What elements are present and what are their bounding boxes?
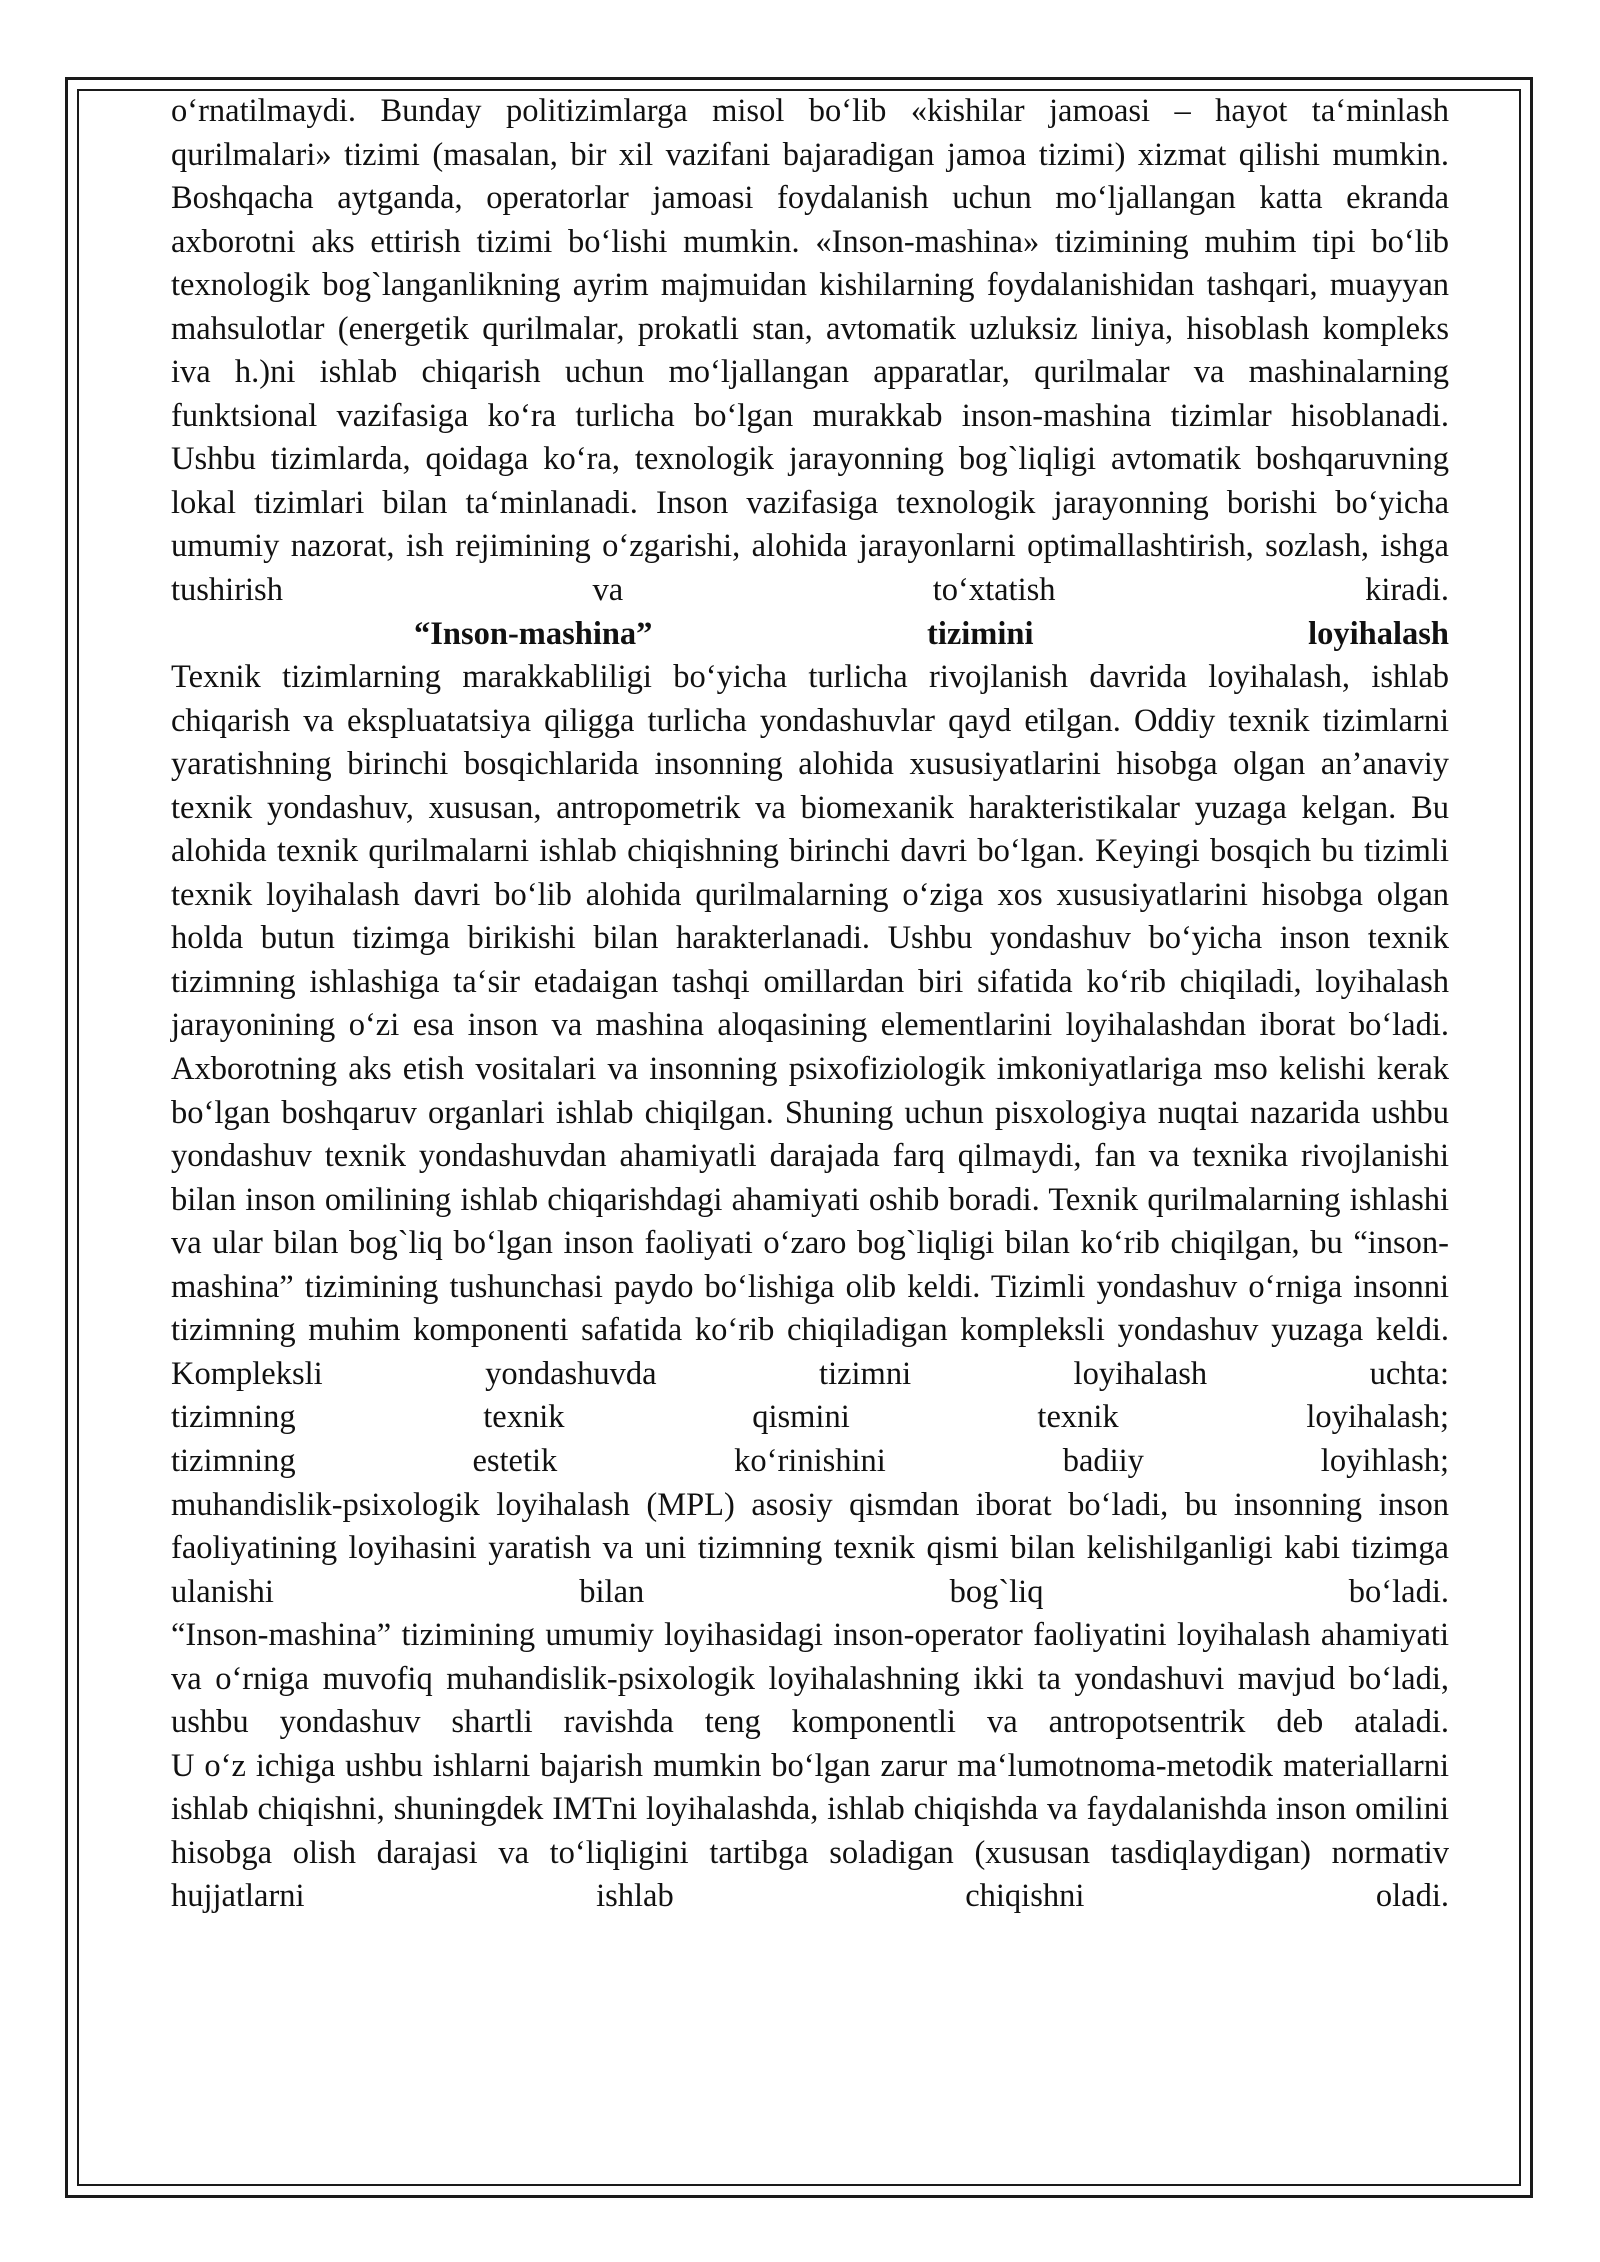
section-heading: “Inson-mashina” tizimini loyihalash (414, 615, 1449, 652)
paragraph-approaches: Texnik tizimlarning marakkabliligi bo‘yicha turlicha rivojlanish davrida loyihalash, ishlab chiqarish va ekspluatatsiya qiligga turlicha yondashuvlar qayd etilgan. Oddiy texnik tizimlarni yaratishning birinchi bosqichlarida insonning alohida xususiyatlarini hisobga olgan an’anaviy texnik yondashuv, xususan, antropometrik va biomexanik harakteristikalar yuzaga kelgan. Bu alohida texnik qurilmalarni ishlab chiqishning birinchi davri bo‘lgan. Keyingi bosqich bu tizimli texnik loyihalash davri bo‘lib alohida qurilmalarning o‘ziga xos xususiyatlarini hisobga olgan holda butun tizimga birikishi bilan harakterlanadi. Ushbu yondashuv bo‘yicha inson texnik tizimning ishlashiga ta‘sir etadaigan tashqi omillardan biri sifatida ko‘rib chiqiladi, loyihalash jarayonining o‘zi esa inson va mashina aloqasining elementlarini loyihalashdan iborat bo‘ladi. Axborotning aks etish vositalari va insonning psixofiziologik imkoniyatlariga mso kelishi kerak bo‘lgan boshqaruv organlari ishlab chiqilgan. Shuning uchun pisxologiya nuqtai nazarida ushbu yondashuv texnik yondashuvdan ahamiyatli darajada farq qilmaydi, fan va texnika rivojlanishi bilan inson omilining ishlab chiqarishdagi ahamiyati oshib boradi. Texnik qurilmalarning ishlashi va ular bilan bog`liq bo‘lgan inson faoliyati o‘zaro bog`liqligi bilan ko‘rib chiqilgan, bu “inson-mashina” tizimining tushunchasi paydo bo‘lishiga olib keldi. Tizimli yondashuv o‘rniga insonni tizimning muhim komponenti safatida ko‘rib chiqiladigan kompleksli yondashuv yuzaga keldi. Kompleksli yondashuvda tizimni loyihalash uchta: (171, 659, 1449, 1392)
paragraph-technical-design: tizimning texnik qismini texnik loyihalash; (171, 1399, 1449, 1436)
paragraph-operator-design: “Inson-mashina” tizimining umumiy loyihasidagi inson-operator faoliyatini loyihalash ahamiyati va o‘rniga muvofiq muhandislik-psixologik loyihalashning ikki ta yondashuvi mavjud bo‘ladi, ushbu yondashuv shartli ravishda teng komponentli va antropotsentrik deb ataladi. (171, 1617, 1449, 1741)
paragraph-normative-docs: U o‘z ichiga ushbu ishlarni bajarish mumkin bo‘lgan zarur ma‘lumotnoma-metodik materiallarni ishlab chiqishni, shuningdek IMTni loyihalashda, ishlab chiqishda va faydalanishda inson omilini hisobga olish darajasi va to‘liqligini tartibga soladigan (xususan tasdiqlaydigan) normativ hujjatlarni ishlab chiqishni oladi. (171, 1747, 1449, 1915)
paragraph-intro: o‘rnatilmaydi. Bunday politizimlarga misol bo‘lib «kishilar jamoasi – hayot ta‘minlash qurilmalari» tizimi (masalan, bir xil vazifani bajaradigan jamoa tizimi) xizmat qilishi mumkin. Boshqacha aytganda, operatorlar jamoasi foydalanish uchun mo‘ljallangan katta ekranda axborotni aks ettirish tizimi bo‘lishi mumkin. «Inson-mashina» tizimining muhim tipi bo‘lib texnologik bog`langanlikning ayrim majmuidan kishilarning foydalanishidan tashqari, muayyan mahsulotlar (energetik qurilmalar, prokatli stan, avtomatik uzluksiz liniya, hisoblash kompleks iva h.)ni ishlab chiqarish uchun mo‘ljallangan apparatlar, qurilmalar va mashinalarning funktsional vazifasiga ko‘ra turlicha bo‘lgan murakkab inson-mashina tizimlar hisoblanadi. Ushbu tizimlarda, qoidaga ko‘ra, texnologik jarayonning bog`liqligi avtomatik boshqaruvning lokal tizimlari bilan ta‘minlanadi. Inson vazifasiga texnologik jarayonning borishi bo‘yicha umumiy nazorat, ish rejimining o‘zgarishi, alohida jarayonlarni optimallashtirish, sozlash, ishga tushirish va to‘xtatish kiradi. (171, 93, 1449, 609)
paragraph-mpl: muhandislik-psixologik loyihalash (MPL) asosiy qismdan iborat bo‘ladi, bu insonning inson faoliyatining loyihasini yaratish va uni tizimning texnik qismi bilan kelishilganligi kabi tizimga ulanishi bilan bog`liq bo‘ladi. (171, 1486, 1449, 1610)
paragraph-aesthetic-design: tizimning estetik ko‘rinishini badiiy loyihlash; (171, 1442, 1449, 1479)
document-body (171, 90, 1449, 1919)
